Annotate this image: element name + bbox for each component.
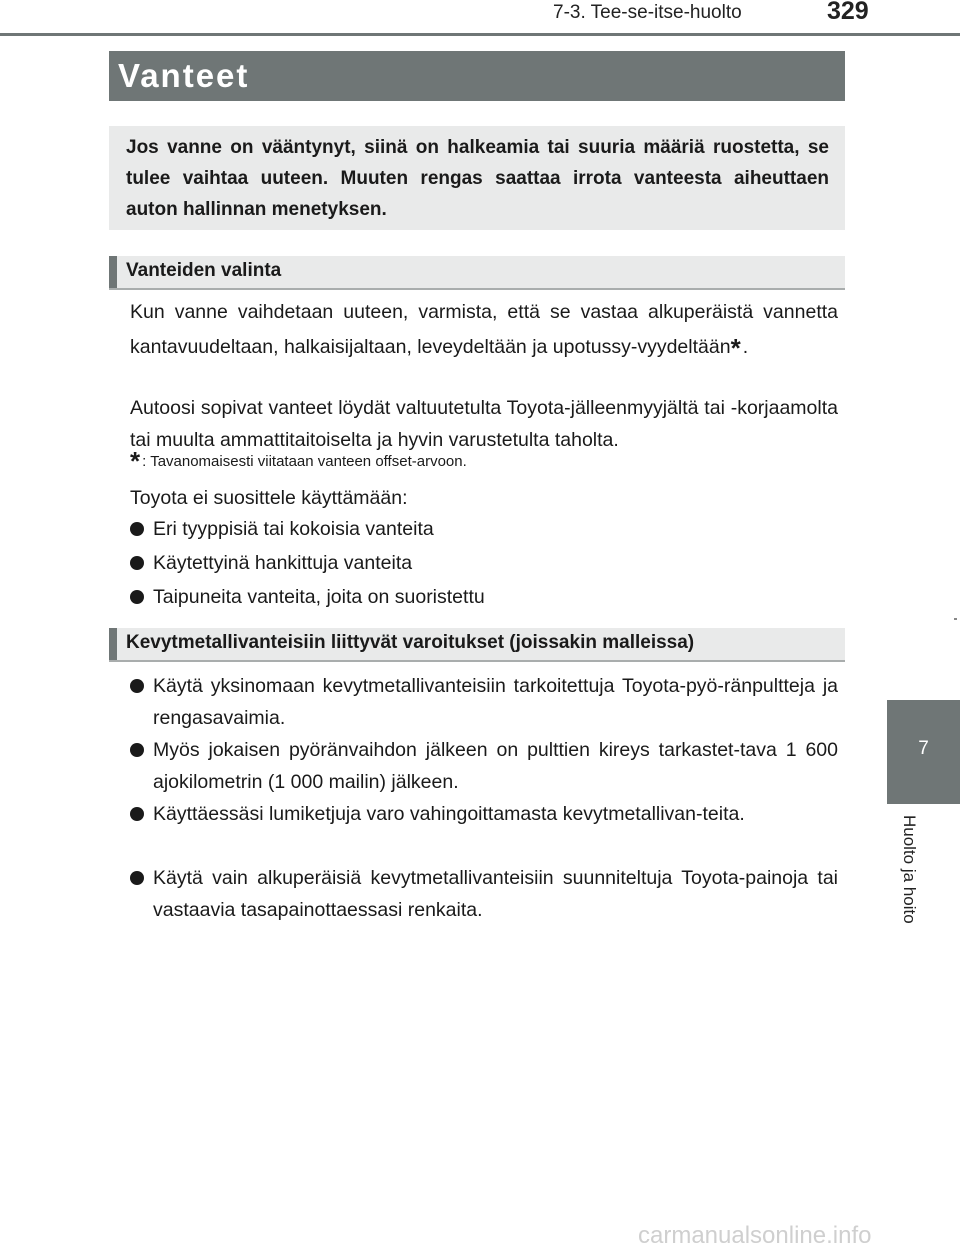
list-item [130,513,838,545]
list-item [130,670,838,734]
not-recommended-lead: Toyota ei suosittele käyttämään: [130,487,408,509]
list-item-text: Käytä vain alkuperäisiä kevytmetallivanteisiin suunniteltuja Toyota-painoja tai vastaavia tasapainottaessasi renkaita. [153,867,838,921]
section-heading-alloy-warnings [109,628,845,662]
page-number: 329 [827,0,869,25]
section-breadcrumb: 7-3. Tee-se-itse-huolto [553,2,742,23]
section-heading-label: Vanteiden valinta [126,260,282,281]
footnote-marker: * [130,446,141,476]
header-rule [0,33,960,36]
footnote-marker: * [730,333,741,363]
list-item [130,798,838,830]
list-item-text: Myös jokaisen pyöränvaihdon jälkeen on pulttien kireys tarkastet-tava 1 600 ajokilometrin (1 000 mailin) jälkeen. [153,739,838,793]
heading-accent-bar [109,628,117,660]
chapter-label: Huolto ja hoito [900,815,919,924]
section-heading-label: Kevytmetallivanteisiin liittyvät varoitukset (joissakin malleissa) [126,632,695,653]
page-title-band [109,51,845,101]
bullet-icon [130,679,144,693]
list-item [130,581,838,613]
bullet-icon [130,556,144,570]
footnote [130,441,467,478]
chapter-tab[interactable] [887,700,960,804]
bullet-icon [130,807,144,821]
bullet-icon [130,743,144,757]
edge-mark [954,618,957,620]
list-item [130,862,838,926]
bullet-icon [130,590,144,604]
bullet-icon [130,871,144,885]
intro-box: Jos vanne on vääntynyt, siinä on halkeamia tai suuria määriä ruostetta, se tulee vaihtaa uuteen. Muuten rengas saattaa irrota vanteesta aiheuttaen auton hallinnan menetyksen. [109,126,845,230]
watermark: carmanualsonline.info [638,1222,872,1249]
list-item-text: Taipuneita vanteita, joita on suoristettu [153,586,485,608]
list-item [130,734,838,798]
list-item-text: Käytä yksinomaan kevytmetallivanteisiin tarkoitettuja Toyota-pyö-ränpultteja ja rengasavaimia. [153,675,838,729]
heading-accent-bar [109,256,117,288]
footnote-text: : Tavanomaisesti viitataan vanteen offset-arvoon. [142,453,467,470]
page-title: Vanteet [118,57,250,94]
list-item [130,547,838,579]
list-item-text: Käytettyinä hankittuja vanteita [153,552,413,574]
bullet-icon [130,522,144,536]
dealer-paragraph: Autoosi sopivat vanteet löydät valtuutetulta Toyota-jälleenmyyjältä tai -korjaamolta tai muulta ammattitaitoiselta ja hyvin varustetulta taholta. [130,397,838,451]
rim-selection-paragraph [130,296,838,363]
chapter-number: 7 [918,738,929,759]
section-heading-rim-selection [109,256,845,290]
paragraph-text: Kun vanne vaihdetaan uuteen, varmista, että se vastaa alkuperäistä vannetta kantavuudeltaan, halkaisijaltaan, leveydeltään ja upotussy-vyydeltään [130,301,838,358]
paragraph-period: . [742,336,749,358]
list-item-text: Eri tyyppisiä tai kokoisia vanteita [153,518,434,540]
list-item-text: Käyttäessäsi lumiketjuja varo vahingoittamasta kevytmetallivan-teita. [153,803,745,825]
